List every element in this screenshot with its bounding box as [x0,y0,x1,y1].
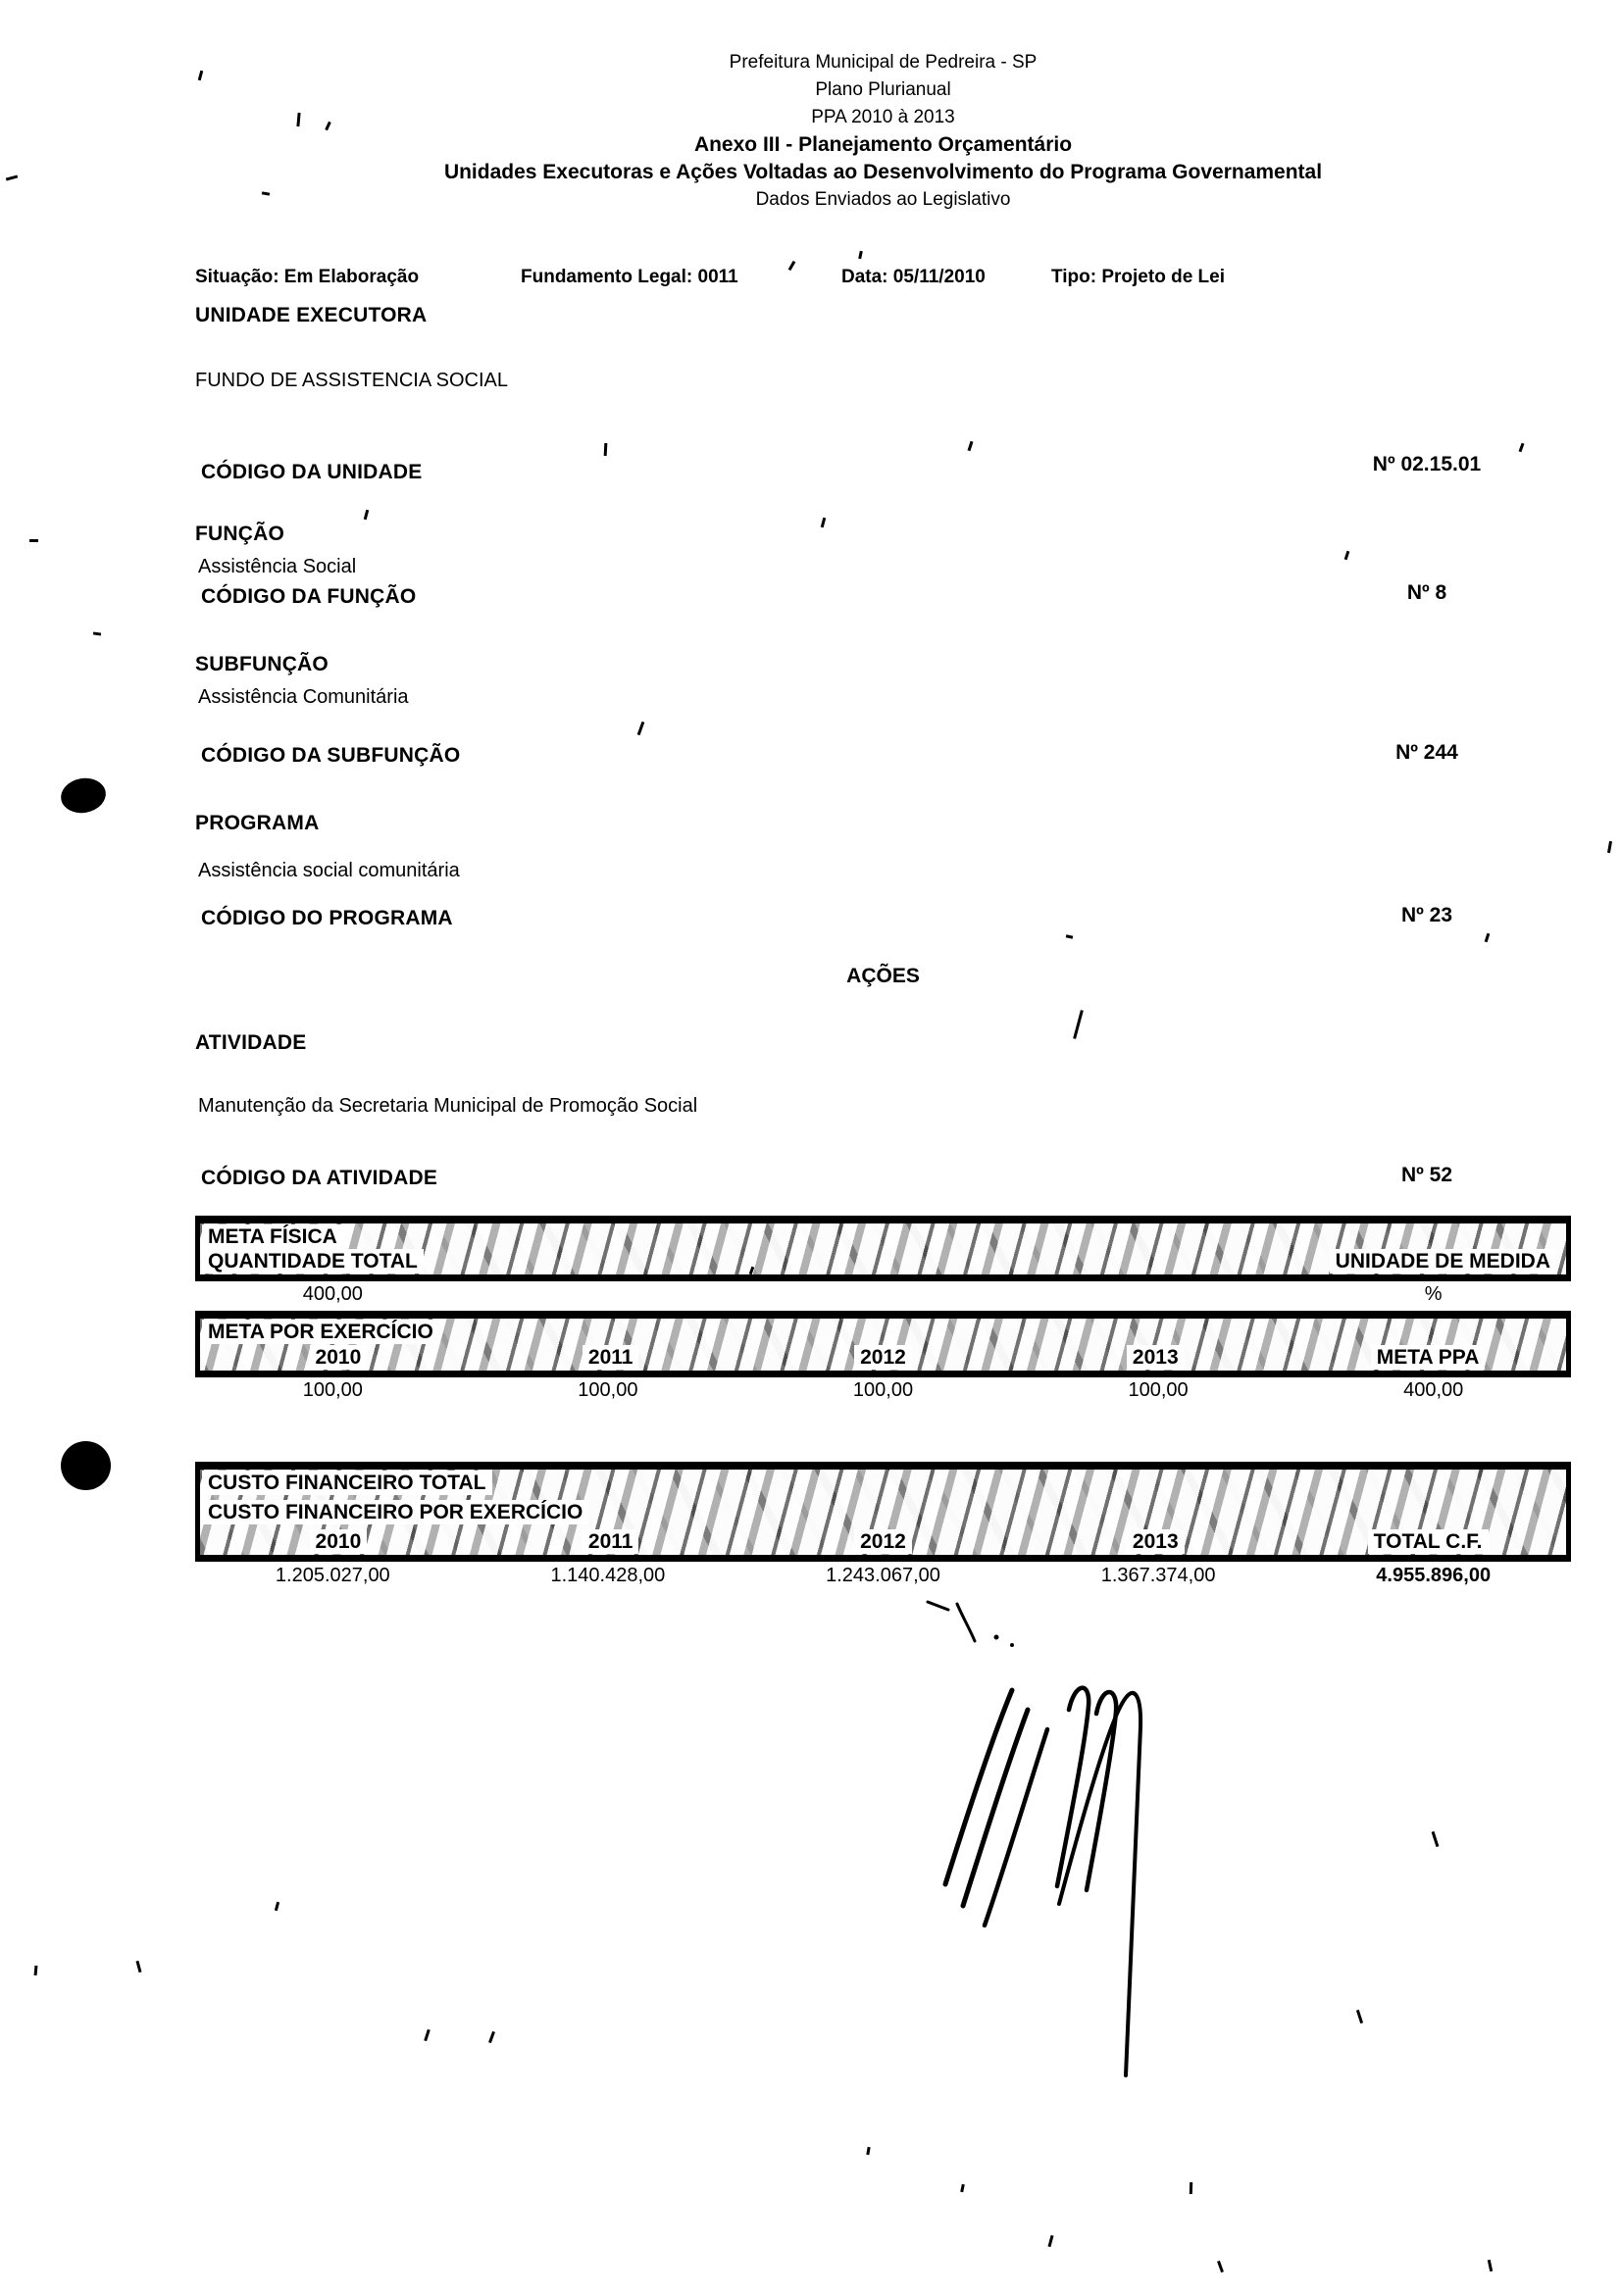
hole-punch-mark [61,1441,111,1490]
status-fundamento: Fundamento Legal: 0011 [521,267,738,287]
custo-financeiro-valores-row [195,1565,1571,1587]
codigo-unidade-valor: Nº 02.15.01 [1372,453,1482,475]
scan-speck [1432,1831,1440,1847]
scan-speck [1066,934,1073,938]
cf-coluna-2011: 2011 [583,1529,639,1554]
scan-speck [364,510,369,520]
scan-speck [604,443,608,456]
scan-speck [1485,933,1491,942]
status-situacao: Situação: Em Elaboração [195,267,420,287]
acoes-heading: AÇÕES [846,965,920,987]
custo-financeiro-subtitulo: CUSTO FINANCEIRO POR EXERCÍCIO [202,1500,588,1524]
custo-2010: 1.205.027,00 [275,1565,390,1586]
custo-2013: 1.367.374,00 [1100,1565,1216,1586]
meta-fisica-titulo: META FÍSICA [202,1224,343,1249]
scan-speck [858,251,863,259]
scan-speck [637,722,645,735]
meta-por-exercicio-label: META POR EXERCÍCIO [202,1320,439,1344]
meta-ppa-total: 400,00 [1403,1379,1464,1401]
header-line-subtitle: Unidades Executoras e Ações Voltadas ao Desenvolvimento do Programa Governamental [443,161,1323,183]
codigo-programa-label: CÓDIGO DO PROGRAMA [201,907,453,929]
subfuncao-heading: SUBFUNÇÃO [195,653,329,675]
custo-2012: 1.243.067,00 [826,1565,940,1586]
scan-speck [1344,551,1350,560]
scan-speck [1607,841,1612,853]
coluna-2010: 2010 [310,1345,368,1370]
scan-speck [488,2031,495,2043]
scan-speck [6,175,18,180]
header-line-sent: Dados Enviados ao Legislativo [755,189,1011,210]
scan-speck [1217,2261,1224,2272]
scan-speck [1356,2010,1363,2023]
scan-speck [821,518,826,527]
meta-fisica-header-bar [195,1216,1571,1281]
programa-nome: Assistência social comunitária [198,860,460,881]
coluna-2012: 2012 [854,1345,912,1370]
quantidade-total-valor: 400,00 [302,1283,363,1305]
scan-speck [424,2029,431,2041]
custo-2011: 1.140.428,00 [550,1565,666,1586]
atividade-heading: ATIVIDADE [195,1031,307,1054]
unidade-de-medida-label: UNIDADE DE MEDIDA [1330,1249,1556,1273]
hole-punch-mark [58,774,108,816]
signature-scribble [902,1580,1157,2085]
scan-speck [34,1966,38,1975]
coluna-meta-ppa: META PPA [1371,1345,1486,1370]
status-data: Data: 05/11/2010 [841,267,986,287]
scan-speck [93,631,101,635]
scan-speck [788,261,796,271]
cf-coluna-2013: 2013 [1127,1529,1185,1554]
scan-speck [1488,2260,1493,2271]
scan-speck [960,2184,965,2192]
cf-coluna-2012: 2012 [854,1529,912,1554]
custo-total-cf: 4.955.896,00 [1376,1565,1492,1586]
scan-speck [1047,2235,1053,2247]
header-line-ppa: PPA 2010 à 2013 [811,107,955,127]
document-header [195,49,1571,214]
meta-fisica-valores-row [195,1283,1571,1306]
codigo-unidade-label: CÓDIGO DA UNIDADE [201,461,423,483]
atividade-nome: Manutenção da Secretaria Municipal de Promoção Social [198,1095,698,1117]
cf-coluna-2010: 2010 [310,1529,368,1554]
meta-2013: 100,00 [1128,1379,1189,1401]
meta-2010: 100,00 [302,1379,363,1401]
meta-2012: 100,00 [852,1379,914,1401]
codigo-funcao-label: CÓDIGO DA FUNÇÃO [201,585,417,608]
coluna-2013: 2013 [1127,1345,1185,1370]
header-line-annex: Anexo III - Planejamento Orçamentário [693,133,1073,156]
coluna-2011: 2011 [583,1345,639,1370]
scan-speck [1073,1010,1084,1039]
header-line-plan: Plano Plurianual [815,79,951,100]
scan-speck [275,1902,279,1911]
scan-speck [1190,2182,1192,2194]
unidade-de-medida-valor: % [1424,1283,1443,1305]
meta-por-exercicio-valores-row [195,1379,1571,1402]
custo-financeiro-titulo: CUSTO FINANCEIRO TOTAL [202,1471,492,1495]
funcao-heading: FUNÇÃO [195,523,285,545]
cf-coluna-total: TOTAL C.F. [1368,1529,1489,1554]
status-tipo: Tipo: Projeto de Lei [1051,267,1225,287]
funcao-nome: Assistência Social [198,556,357,577]
scan-speck [135,1961,141,1972]
header-line-entity: Prefeitura Municipal de Pedreira - SP [729,52,1038,73]
codigo-atividade-label: CÓDIGO DA ATIVIDADE [201,1167,438,1189]
scan-speck [1519,443,1525,452]
codigo-subfuncao-label: CÓDIGO DA SUBFUNÇÃO [201,744,461,767]
subfuncao-nome: Assistência Comunitária [198,686,409,708]
meta-2011: 100,00 [578,1379,638,1401]
unidade-executora-heading: UNIDADE EXECUTORA [195,304,428,326]
codigo-programa-valor: Nº 23 [1400,904,1453,926]
quantidade-total-label: QUANTIDADE TOTAL [202,1249,424,1273]
scan-speck [29,539,38,542]
unidade-executora-nome: FUNDO DE ASSISTENCIA SOCIAL [195,370,508,391]
codigo-atividade-valor: Nº 52 [1400,1164,1453,1186]
codigo-funcao-valor: Nº 8 [1406,581,1447,604]
scan-speck [968,441,974,451]
scan-speck [866,2147,870,2155]
programa-heading: PROGRAMA [195,812,320,834]
meta-por-exercicio-bar [195,1311,1571,1377]
codigo-subfuncao-valor: Nº 244 [1395,741,1458,764]
custo-financeiro-bar [195,1462,1571,1562]
